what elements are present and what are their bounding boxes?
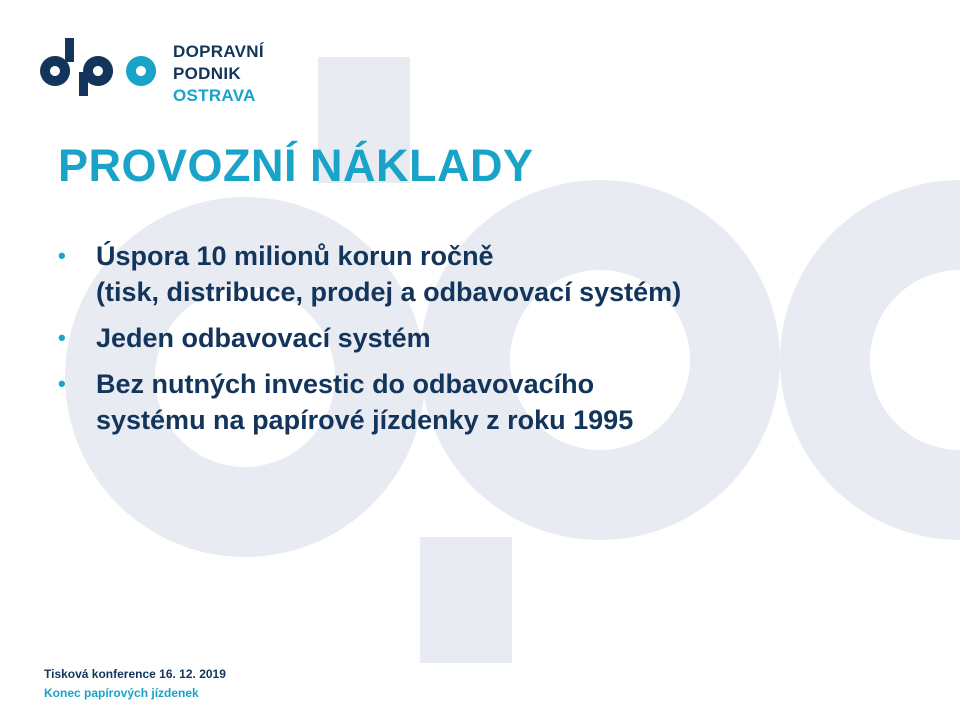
bullet-text: Úspora 10 milionů korun ročně (96, 241, 494, 271)
logo-p (79, 56, 113, 96)
bullet-marker: • (58, 325, 66, 350)
slide-footer (44, 665, 226, 703)
bullet-item (58, 238, 948, 310)
watermark-lower-bar (420, 537, 512, 663)
bullet-item (58, 366, 948, 438)
bullet-text: systému na papírové jízdenky z roku 1995 (96, 405, 634, 435)
logo-o (126, 56, 156, 86)
brand-line-1: DOPRAVNÍ (173, 42, 264, 61)
logo-d (40, 38, 74, 86)
brand-line-3: OSTRAVA (173, 86, 256, 105)
bullet-text: Bez nutných investic do odbavovacího (96, 369, 595, 399)
footer-topic: Konec papírových jízdenek (44, 686, 199, 700)
bullet-text: (tisk, distribuce, prodej a odbavovací systém) (96, 277, 682, 307)
bullet-marker: • (58, 243, 66, 268)
brand-line-2: PODNIK (173, 64, 241, 83)
footer-event: Tisková konference 16. 12. 2019 (44, 667, 226, 681)
bullet-text: Jeden odbavovací systém (96, 323, 431, 353)
brand-name (173, 41, 264, 107)
bullet-list (58, 238, 948, 448)
bullet-marker: • (58, 371, 66, 396)
slide-title: PROVOZNÍ NÁKLADY (58, 140, 534, 191)
bullet-item (58, 320, 948, 356)
